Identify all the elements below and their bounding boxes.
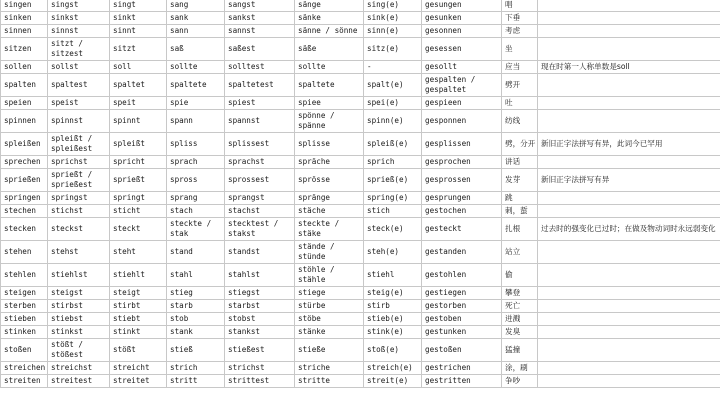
past-participle-cell: gesungen	[422, 0, 502, 12]
er-present-cell: spaltet	[110, 74, 167, 97]
past-participle-cell: gespalten / gespaltet	[422, 74, 502, 97]
past-participle-cell: gestiegen	[422, 287, 502, 300]
note-cell: 新旧正字法拼写有异	[538, 169, 720, 192]
table-row	[1, 287, 720, 300]
preterite-cell: spie	[167, 97, 225, 110]
subjunctive-ii-cell: stiege	[295, 287, 364, 300]
table-row	[1, 192, 720, 205]
preterite-cell: starb	[167, 300, 225, 313]
du-preterite-cell: sprangst	[225, 192, 295, 205]
imperative-cell: -	[364, 61, 422, 74]
er-present-cell: singt	[110, 0, 167, 12]
preterite-cell: stach	[167, 205, 225, 218]
du-preterite-cell: starbst	[225, 300, 295, 313]
meaning-cell: 应当	[502, 61, 538, 74]
subjunctive-ii-cell: spränge	[295, 192, 364, 205]
subjunctive-ii-cell: spaltete	[295, 74, 364, 97]
preterite-cell: sollte	[167, 61, 225, 74]
du-present-cell: sprießt / sprießest	[48, 169, 110, 192]
table-row	[1, 38, 720, 61]
meaning-cell: 攀登	[502, 287, 538, 300]
du-present-cell: stichst	[48, 205, 110, 218]
subjunctive-ii-cell: sänge	[295, 0, 364, 12]
du-preterite-cell: stahlst	[225, 264, 295, 287]
meaning-cell: 争吵	[502, 375, 538, 388]
du-preterite-cell: stankst	[225, 326, 295, 339]
preterite-cell: stand	[167, 241, 225, 264]
infinitive-cell: stinken	[1, 326, 48, 339]
du-preterite-cell: stießest	[225, 339, 295, 362]
past-participle-cell: gestoben	[422, 313, 502, 326]
du-preterite-cell: strichst	[225, 362, 295, 375]
note-cell	[538, 264, 720, 287]
imperative-cell: steck(e)	[364, 218, 422, 241]
preterite-cell: stob	[167, 313, 225, 326]
table-row	[1, 326, 720, 339]
du-preterite-cell: spiest	[225, 97, 295, 110]
past-participle-cell: gesteckt	[422, 218, 502, 241]
du-present-cell: sitzt / sitzest	[48, 38, 110, 61]
imperative-cell: spalt(e)	[364, 74, 422, 97]
du-present-cell: streichst	[48, 362, 110, 375]
subjunctive-ii-cell: spräche	[295, 156, 364, 169]
preterite-cell: sprach	[167, 156, 225, 169]
note-cell	[538, 241, 720, 264]
infinitive-cell: sinken	[1, 12, 48, 25]
table-row	[1, 313, 720, 326]
preterite-cell: stieg	[167, 287, 225, 300]
subjunctive-ii-cell: sprösse	[295, 169, 364, 192]
du-preterite-cell: standst	[225, 241, 295, 264]
er-present-cell: stirbt	[110, 300, 167, 313]
table-row	[1, 205, 720, 218]
infinitive-cell: stehlen	[1, 264, 48, 287]
table-row	[1, 339, 720, 362]
infinitive-cell: spleißen	[1, 133, 48, 156]
subjunctive-ii-cell: sollte	[295, 61, 364, 74]
du-present-cell: steigst	[48, 287, 110, 300]
subjunctive-ii-cell: stürbe	[295, 300, 364, 313]
imperative-cell: stieb(e)	[364, 313, 422, 326]
du-preterite-cell: stobst	[225, 313, 295, 326]
imperative-cell: sink(e)	[364, 12, 422, 25]
preterite-cell: spliss	[167, 133, 225, 156]
table-row	[1, 362, 720, 375]
imperative-cell: stink(e)	[364, 326, 422, 339]
note-cell	[538, 192, 720, 205]
du-preterite-cell: saßest	[225, 38, 295, 61]
er-present-cell: steht	[110, 241, 167, 264]
subjunctive-ii-cell: stöhle / stähle	[295, 264, 364, 287]
infinitive-cell: singen	[1, 0, 48, 12]
du-preterite-cell: stachst	[225, 205, 295, 218]
subjunctive-ii-cell: steckte / stäke	[295, 218, 364, 241]
past-participle-cell: gestritten	[422, 375, 502, 388]
imperative-cell: sinn(e)	[364, 25, 422, 38]
past-participle-cell: gespieen	[422, 97, 502, 110]
infinitive-cell: stehen	[1, 241, 48, 264]
du-present-cell: sollst	[48, 61, 110, 74]
note-cell	[538, 25, 720, 38]
er-present-cell: stiehlt	[110, 264, 167, 287]
imperative-cell: streit(e)	[364, 375, 422, 388]
note-cell: 现在时第一人称单数是soll	[538, 61, 720, 74]
du-present-cell: sinnst	[48, 25, 110, 38]
er-present-cell: steckt	[110, 218, 167, 241]
imperative-cell: stiehl	[364, 264, 422, 287]
subjunctive-ii-cell: stäche	[295, 205, 364, 218]
preterite-cell: sang	[167, 0, 225, 12]
preterite-cell: sank	[167, 12, 225, 25]
meaning-cell: 讲话	[502, 156, 538, 169]
subjunctive-ii-cell: stritte	[295, 375, 364, 388]
er-present-cell: spinnt	[110, 110, 167, 133]
note-cell	[538, 362, 720, 375]
meaning-cell: 迸溅	[502, 313, 538, 326]
subjunctive-ii-cell: sänke	[295, 12, 364, 25]
er-present-cell: spricht	[110, 156, 167, 169]
past-participle-cell: gestoßen	[422, 339, 502, 362]
imperative-cell: sprieß(e)	[364, 169, 422, 192]
infinitive-cell: streiten	[1, 375, 48, 388]
table-row	[1, 218, 720, 241]
er-present-cell: streitet	[110, 375, 167, 388]
table-row	[1, 264, 720, 287]
past-participle-cell: gestochen	[422, 205, 502, 218]
table-row	[1, 156, 720, 169]
past-participle-cell: gestohlen	[422, 264, 502, 287]
du-present-cell: spinnst	[48, 110, 110, 133]
table-row	[1, 61, 720, 74]
table-row	[1, 241, 720, 264]
infinitive-cell: sollen	[1, 61, 48, 74]
imperative-cell: steig(e)	[364, 287, 422, 300]
preterite-cell: stank	[167, 326, 225, 339]
infinitive-cell: sinnen	[1, 25, 48, 38]
meaning-cell: 偷	[502, 264, 538, 287]
du-present-cell: sprichst	[48, 156, 110, 169]
du-preterite-cell: sankst	[225, 12, 295, 25]
infinitive-cell: stechen	[1, 205, 48, 218]
imperative-cell: sitz(e)	[364, 38, 422, 61]
imperative-cell: spinn(e)	[364, 110, 422, 133]
meaning-cell: 站立	[502, 241, 538, 264]
du-preterite-cell: solltest	[225, 61, 295, 74]
meaning-cell: 坐	[502, 38, 538, 61]
note-cell	[538, 205, 720, 218]
infinitive-cell: spinnen	[1, 110, 48, 133]
meaning-cell: 下垂	[502, 12, 538, 25]
er-present-cell: spleißt	[110, 133, 167, 156]
meaning-cell: 跳	[502, 192, 538, 205]
infinitive-cell: steigen	[1, 287, 48, 300]
du-preterite-cell: sangst	[225, 0, 295, 12]
meaning-cell: 刺，蜇	[502, 205, 538, 218]
imperative-cell: sing(e)	[364, 0, 422, 12]
er-present-cell: stößt	[110, 339, 167, 362]
subjunctive-ii-cell: stände / stünde	[295, 241, 364, 264]
meaning-cell: 纺线	[502, 110, 538, 133]
infinitive-cell: sprießen	[1, 169, 48, 192]
er-present-cell: speit	[110, 97, 167, 110]
du-preterite-cell: sprachst	[225, 156, 295, 169]
past-participle-cell: gesonnen	[422, 25, 502, 38]
meaning-cell: 死亡	[502, 300, 538, 313]
du-present-cell: sinkst	[48, 12, 110, 25]
du-present-cell: stiebst	[48, 313, 110, 326]
du-present-cell: stirbst	[48, 300, 110, 313]
past-participle-cell: gesprungen	[422, 192, 502, 205]
meaning-cell: 猛撞	[502, 339, 538, 362]
preterite-cell: sann	[167, 25, 225, 38]
note-cell	[538, 110, 720, 133]
infinitive-cell: sterben	[1, 300, 48, 313]
subjunctive-ii-cell: striche	[295, 362, 364, 375]
du-present-cell: speist	[48, 97, 110, 110]
past-participle-cell: gestorben	[422, 300, 502, 313]
subjunctive-ii-cell: sänne / sönne	[295, 25, 364, 38]
infinitive-cell: springen	[1, 192, 48, 205]
er-present-cell: sitzt	[110, 38, 167, 61]
note-cell	[538, 326, 720, 339]
du-present-cell: singst	[48, 0, 110, 12]
subjunctive-ii-cell: stänke	[295, 326, 364, 339]
preterite-cell: steckte / stak	[167, 218, 225, 241]
table-row	[1, 25, 720, 38]
subjunctive-ii-cell: spiee	[295, 97, 364, 110]
note-cell: 过去时的强变化已过时；在做及物动词时永远弱变化	[538, 218, 720, 241]
note-cell	[538, 0, 720, 12]
note-cell	[538, 313, 720, 326]
past-participle-cell: gesplissen	[422, 133, 502, 156]
note-cell	[538, 300, 720, 313]
du-preterite-cell: sprossest	[225, 169, 295, 192]
note-cell	[538, 375, 720, 388]
du-preterite-cell: sannst	[225, 25, 295, 38]
er-present-cell: sprießt	[110, 169, 167, 192]
subjunctive-ii-cell: stieße	[295, 339, 364, 362]
imperative-cell: spleiß(e)	[364, 133, 422, 156]
er-present-cell: sticht	[110, 205, 167, 218]
preterite-cell: stieß	[167, 339, 225, 362]
table-row	[1, 133, 720, 156]
note-cell	[538, 74, 720, 97]
imperative-cell: streich(e)	[364, 362, 422, 375]
note-cell	[538, 12, 720, 25]
preterite-cell: saß	[167, 38, 225, 61]
past-participle-cell: gesessen	[422, 38, 502, 61]
note-cell	[538, 287, 720, 300]
imperative-cell: stirb	[364, 300, 422, 313]
infinitive-cell: speien	[1, 97, 48, 110]
er-present-cell: sinnt	[110, 25, 167, 38]
past-participle-cell: gestunken	[422, 326, 502, 339]
past-participle-cell: gestanden	[422, 241, 502, 264]
meaning-cell: 劈开	[502, 74, 538, 97]
er-present-cell: stinkt	[110, 326, 167, 339]
imperative-cell: spring(e)	[364, 192, 422, 205]
meaning-cell: 吐	[502, 97, 538, 110]
subjunctive-ii-cell: splisse	[295, 133, 364, 156]
meaning-cell: 劈，分开	[502, 133, 538, 156]
imperative-cell: spei(e)	[364, 97, 422, 110]
du-present-cell: stehst	[48, 241, 110, 264]
du-present-cell: spleißt / spleißest	[48, 133, 110, 156]
preterite-cell: stritt	[167, 375, 225, 388]
subjunctive-ii-cell: spönne / spänne	[295, 110, 364, 133]
infinitive-cell: sprechen	[1, 156, 48, 169]
table-row	[1, 0, 720, 12]
preterite-cell: spross	[167, 169, 225, 192]
note-cell	[538, 156, 720, 169]
du-present-cell: spaltest	[48, 74, 110, 97]
infinitive-cell: streichen	[1, 362, 48, 375]
preterite-cell: stahl	[167, 264, 225, 287]
er-present-cell: soll	[110, 61, 167, 74]
subjunctive-ii-cell: stöbe	[295, 313, 364, 326]
note-cell	[538, 339, 720, 362]
imperative-cell: steh(e)	[364, 241, 422, 264]
imperative-cell: stich	[364, 205, 422, 218]
meaning-cell: 发臭	[502, 326, 538, 339]
meaning-cell: 考虑	[502, 25, 538, 38]
preterite-cell: spaltete	[167, 74, 225, 97]
meaning-cell: 扎根	[502, 218, 538, 241]
subjunctive-ii-cell: säße	[295, 38, 364, 61]
table-row	[1, 97, 720, 110]
du-preterite-cell: spaltetest	[225, 74, 295, 97]
er-present-cell: steigt	[110, 287, 167, 300]
du-present-cell: stinkst	[48, 326, 110, 339]
du-preterite-cell: splissest	[225, 133, 295, 156]
table-row	[1, 375, 720, 388]
past-participle-cell: gesprossen	[422, 169, 502, 192]
table-row	[1, 74, 720, 97]
meaning-cell: 唱	[502, 0, 538, 12]
preterite-cell: spann	[167, 110, 225, 133]
past-participle-cell: gesollt	[422, 61, 502, 74]
table-row	[1, 110, 720, 133]
du-preterite-cell: stecktest / stakst	[225, 218, 295, 241]
infinitive-cell: stieben	[1, 313, 48, 326]
preterite-cell: sprang	[167, 192, 225, 205]
meaning-cell: 发芽	[502, 169, 538, 192]
note-cell	[538, 38, 720, 61]
past-participle-cell: gesprochen	[422, 156, 502, 169]
er-present-cell: stiebt	[110, 313, 167, 326]
table-body	[1, 0, 720, 388]
du-preterite-cell: strittest	[225, 375, 295, 388]
infinitive-cell: stoßen	[1, 339, 48, 362]
note-cell: 新旧正字法拼写有异，此词今已罕用	[538, 133, 720, 156]
infinitive-cell: stecken	[1, 218, 48, 241]
table-row	[1, 300, 720, 313]
du-present-cell: streitest	[48, 375, 110, 388]
imperative-cell: sprich	[364, 156, 422, 169]
du-present-cell: springst	[48, 192, 110, 205]
du-present-cell: stiehlst	[48, 264, 110, 287]
du-preterite-cell: stiegst	[225, 287, 295, 300]
table-row	[1, 169, 720, 192]
preterite-cell: strich	[167, 362, 225, 375]
er-present-cell: springt	[110, 192, 167, 205]
past-participle-cell: gesponnen	[422, 110, 502, 133]
table-row	[1, 12, 720, 25]
imperative-cell: stoß(e)	[364, 339, 422, 362]
past-participle-cell: gesunken	[422, 12, 502, 25]
er-present-cell: sinkt	[110, 12, 167, 25]
du-present-cell: steckst	[48, 218, 110, 241]
past-participle-cell: gestrichen	[422, 362, 502, 375]
note-cell	[538, 97, 720, 110]
du-present-cell: stößt / stößest	[48, 339, 110, 362]
du-preterite-cell: spannst	[225, 110, 295, 133]
infinitive-cell: spalten	[1, 74, 48, 97]
er-present-cell: streicht	[110, 362, 167, 375]
infinitive-cell: sitzen	[1, 38, 48, 61]
meaning-cell: 涂，刷	[502, 362, 538, 375]
